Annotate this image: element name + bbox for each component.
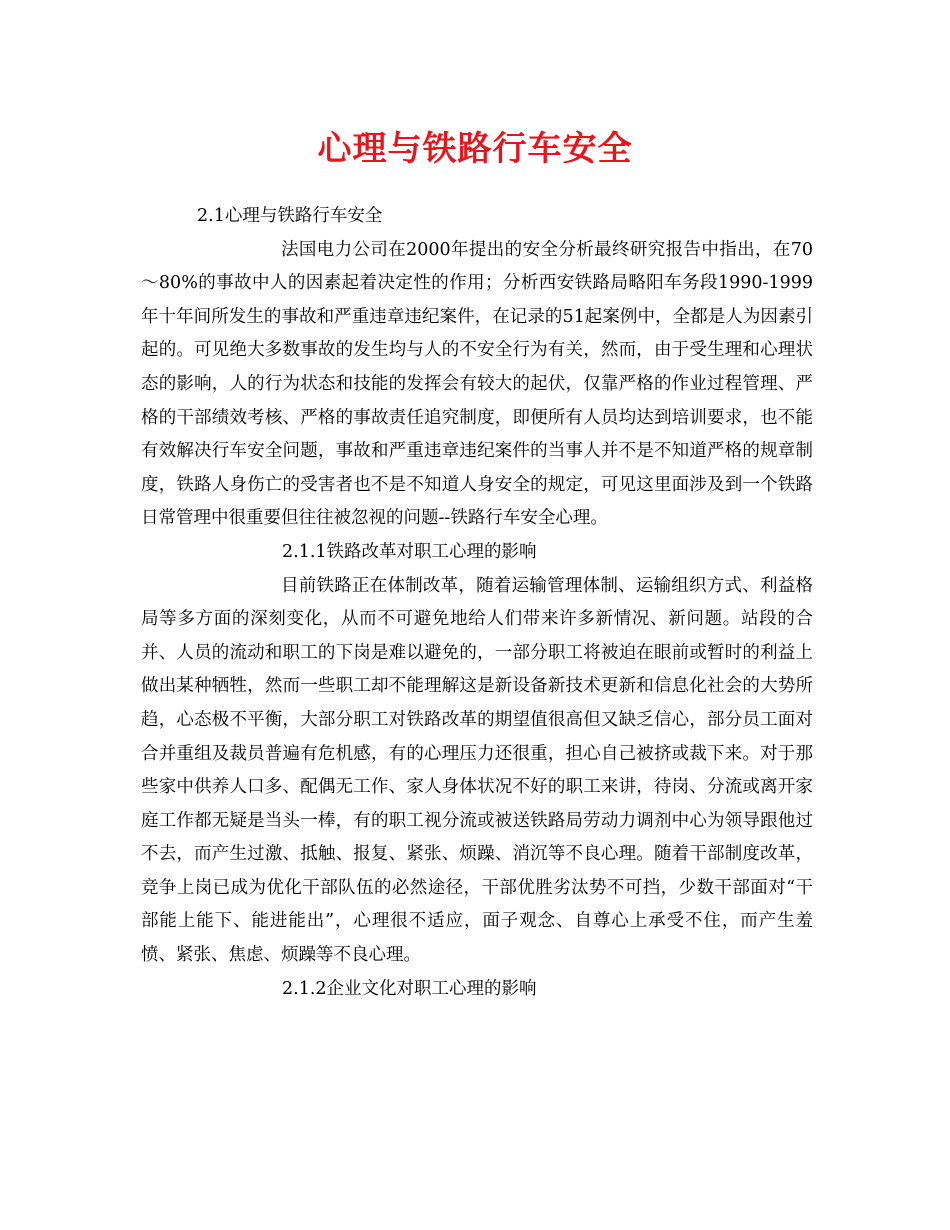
paragraph-railway-reform: 目前铁路正在体制改革，随着运输管理体制、运输组织方式、利益格局等多方面的深刻变化，从而不可避免地给人们带来许多新情况、新问题。站段的合并、人员的流动和职工的下岗是难以避免的，一部分职工将被迫在眼前或暂时的利益上做出某种牺牲，然而一些职工却不能理解这是新设备新技术更新和信息化社会的大势所趋，心态极不平衡，大部分职工对铁路改革的期望值很高但又缺乏信心，部分员工面对合并重组及裁员普遍有危机感，有的心理压力还很重，担心自己被挤或裁下来。对于那些家中供养人口多、配偶无工作、家人身体状况不好的职工来讲，待岗、分流或离开家庭工作都无疑是当头一棒，有的职工视分流或被送铁路局劳动力调剂中心为领导跟他过不去，而产生过激、抵触、报复、紧张、烦躁、消沉等不良心理。随着干部制度改革，竞争上岗已成为优化干部队伍的必然途径，干部优胜劣汰势不可挡，少数干部面对“干部能上能下、能进能出”，心理很不适应，面子观念、自尊心上承受不住，而产生羞愤、紧张、焦虑、烦躁等不良心理。 — [141, 575, 813, 966]
paragraph-safety-analysis: 法国电力公司在2000年提出的安全分析最终研究报告中指出，在70～80%的事故中人的因素起着决定性的作用；分析西安铁路局略阳车务段1990-1999年十年间所发生的事故和严重违章违纪案件，在记录的51起案例中，全都是人为因素引起的。可见绝大多数事故的发生均与人的不安全行为有关，然而，由于受生理和心理状态的影响，人的行为状态和技能的发挥会有较大的起伏，仅靠严格的作业过程管理、严格的干部绩效考核、严格的事故责任追究制度，即便所有人员均达到培训要求，也不能有效解决行车安全问题，事故和严重违章违纪案件的当事人并不是不知道严格的规章制度，铁路人身伤亡的受害者也不是不知道人身安全的规定，可见这里面涉及到一个铁路日常管理中很重要但往往被忽视的问题--铁路行车安全心理。 — [141, 239, 813, 529]
subsection-heading-2-1-2: 2.1.2企业文化对职工心理的影响 — [282, 978, 537, 999]
subsection-heading-2-1-1: 2.1.1铁路改革对职工心理的影响 — [282, 541, 537, 562]
document-title: 心理与铁路行车安全 — [317, 129, 633, 169]
document-body — [141, 200, 813, 1006]
section-heading-2-1: 2.1心理与铁路行车安全 — [197, 206, 383, 226]
